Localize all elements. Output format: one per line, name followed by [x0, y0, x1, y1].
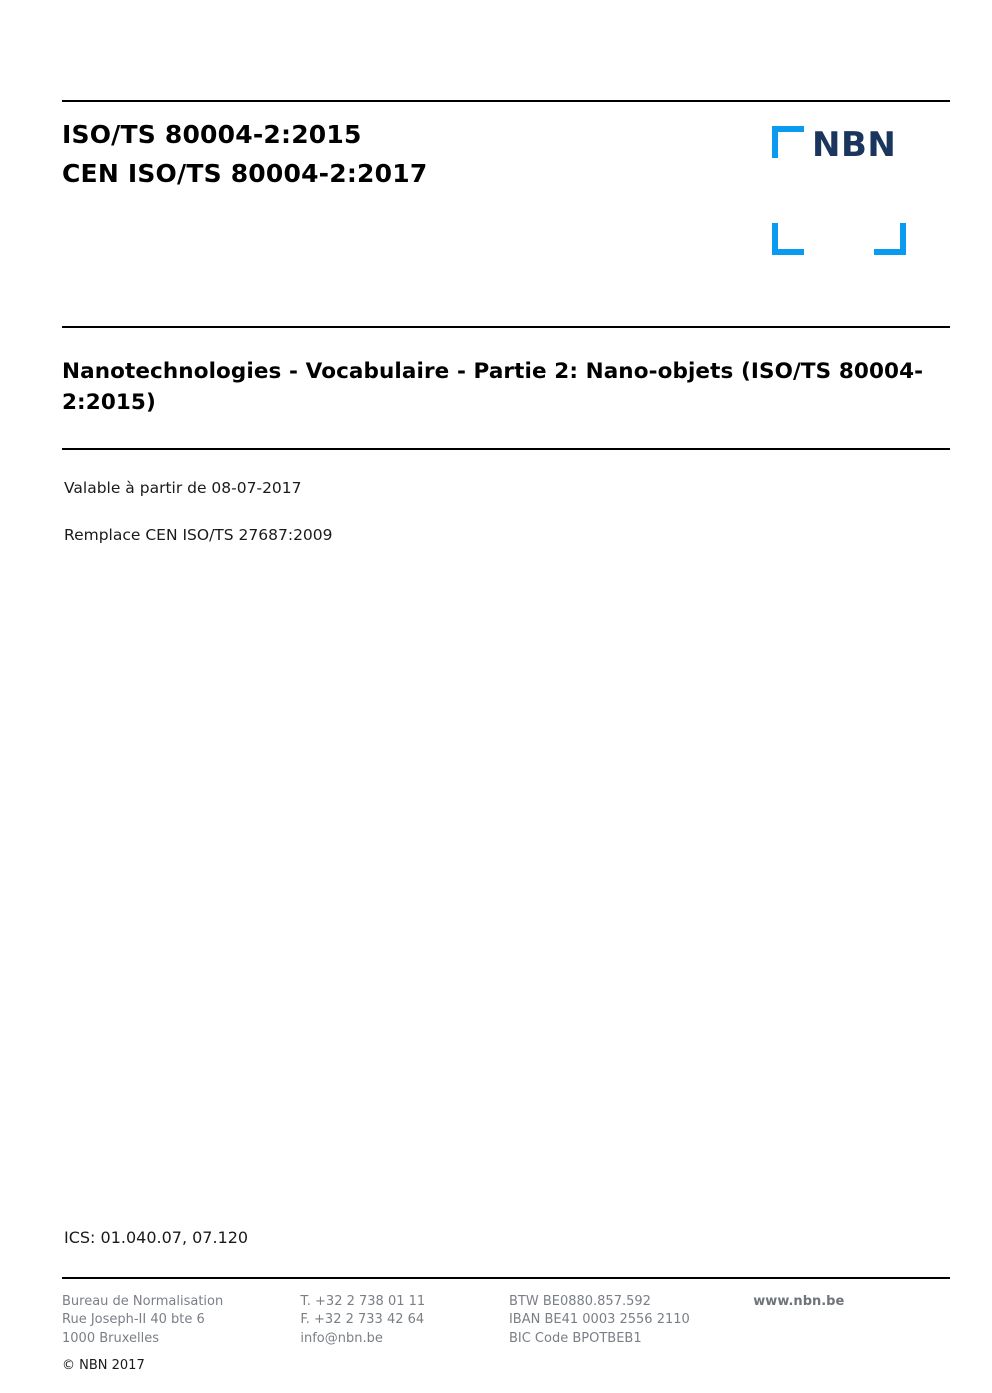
page-content — [62, 0, 950, 1393]
header-block — [62, 100, 950, 310]
footer-website-link[interactable]: www.nbn.be — [753, 1294, 845, 1309]
footer-vat: BTW BE0880.857.592 — [508, 1294, 651, 1309]
footer-email[interactable]: info@nbn.be — [300, 1330, 383, 1346]
ics-codes: ICS: 01.040.07, 07.120 — [64, 1228, 249, 1247]
footer-bank-details — [509, 1293, 753, 1348]
footer-contact — [300, 1293, 509, 1348]
footer-address-line-2: Rue Joseph-II 40 bte 6 — [62, 1312, 205, 1328]
footer-address-line-1: Bureau de Normalisation — [62, 1294, 224, 1309]
logo-corner-bottom-right-icon — [874, 223, 906, 255]
footer-iban: IBAN BE41 0003 2556 2110 — [508, 1312, 690, 1328]
replaces-standard: Remplace CEN ISO/TS 27687:2009 — [64, 525, 333, 544]
copyright-notice: © NBN 2017 — [62, 1358, 145, 1373]
standard-code-iso: ISO/TS 80004-2:2015 — [62, 120, 362, 149]
footer-website — [753, 1293, 950, 1348]
meta-block — [64, 478, 924, 572]
validity-date: Valable à partir de 08-07-2017 — [64, 479, 302, 497]
footer-block — [62, 1277, 950, 1348]
footer-columns — [62, 1279, 950, 1348]
footer-phone: T. +32 2 738 01 11 — [300, 1294, 426, 1309]
page-title: Nanotechnologies - Vocabulaire - Partie 2: Nano-objets (ISO/TS 80004-2:2015) — [62, 359, 924, 416]
nbn-logo — [764, 116, 934, 266]
footer-fax: F. +32 2 733 42 64 — [300, 1312, 425, 1328]
footer-address — [62, 1293, 300, 1348]
logo-corner-top-left-icon — [772, 126, 804, 158]
title-block — [62, 326, 950, 450]
header-inner — [62, 102, 950, 310]
title-bottom-rule — [62, 448, 950, 450]
standard-codes — [62, 116, 427, 194]
logo-corner-bottom-left-icon — [772, 223, 804, 255]
footer-bic: BIC Code BPOTBEB1 — [508, 1330, 642, 1346]
standard-code-cen: CEN ISO/TS 80004-2:2017 — [62, 158, 428, 188]
logo-wordmark: NBN — [812, 125, 897, 165]
footer-address-line-3: 1000 Bruxelles — [62, 1330, 160, 1346]
